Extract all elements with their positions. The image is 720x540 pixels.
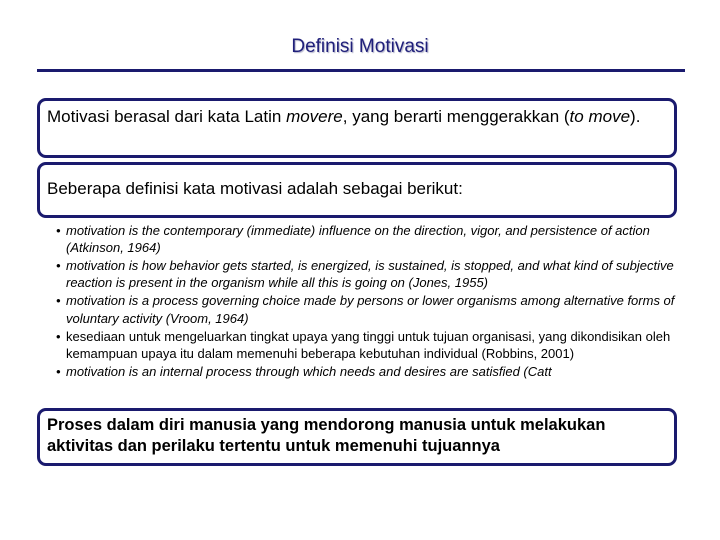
definition-text: motivation is a process governing choice made by persons or lower organisms among alternative forms of voluntary activity (Vroom, 1964)	[66, 293, 675, 326]
bullet-icon: •	[56, 223, 61, 238]
list-item	[56, 292, 681, 327]
list-item	[56, 328, 681, 363]
etymology-text-2: , yang berarti menggerakkan (	[342, 107, 570, 126]
definition-text: motivation is the contemporary (immediate) influence on the direction, vigor, and persistence of action (Atkinson, 1964)	[66, 223, 650, 256]
definition-text: kesediaan untuk mengeluarkan tingkat upaya yang tinggi untuk tujuan organisasi, yang dikondisikan oleh kemampuan upaya itu dalam memenuhi beberapa kebutuhan individual (Robbins, 2001)	[66, 328, 671, 361]
definition-text: motivation is how behavior gets started, is energized, is sustained, is stopped, and what kind of subjective reaction is present in the organism while all this is going on (Jones, 1955)	[66, 258, 674, 291]
etymology-english-word: to move	[569, 107, 631, 126]
etymology-latin-word: movere	[286, 107, 343, 126]
list-item	[56, 222, 681, 257]
definition-text: motivation is an internal process through which needs and desires are satisfied (Catt	[66, 363, 552, 379]
etymology-text-3: ).	[630, 107, 641, 126]
slide-title: Definisi Motivasi	[291, 36, 429, 57]
title-divider	[37, 69, 685, 72]
definitions-intro-box	[37, 162, 677, 218]
bullet-icon: •	[56, 293, 61, 309]
summary-definition-box	[37, 408, 677, 466]
definitions-list	[56, 222, 681, 410]
definitions-intro-text: Beberapa definisi kata motivasi adalah sebagai berikut:	[47, 179, 463, 198]
etymology-text-1: Motivasi berasal dari kata Latin	[47, 107, 287, 126]
summary-definition-text: Proses dalam diri manusia yang mendorong manusia untuk melakukan aktivitas dan perilaku tertentu untuk memenuhi tujuannya	[47, 416, 606, 455]
bullet-icon: •	[56, 363, 61, 379]
list-item	[56, 257, 681, 292]
list-item	[56, 363, 681, 380]
bullet-icon: •	[56, 328, 61, 344]
bullet-icon: •	[56, 258, 61, 274]
etymology-box	[37, 98, 677, 158]
